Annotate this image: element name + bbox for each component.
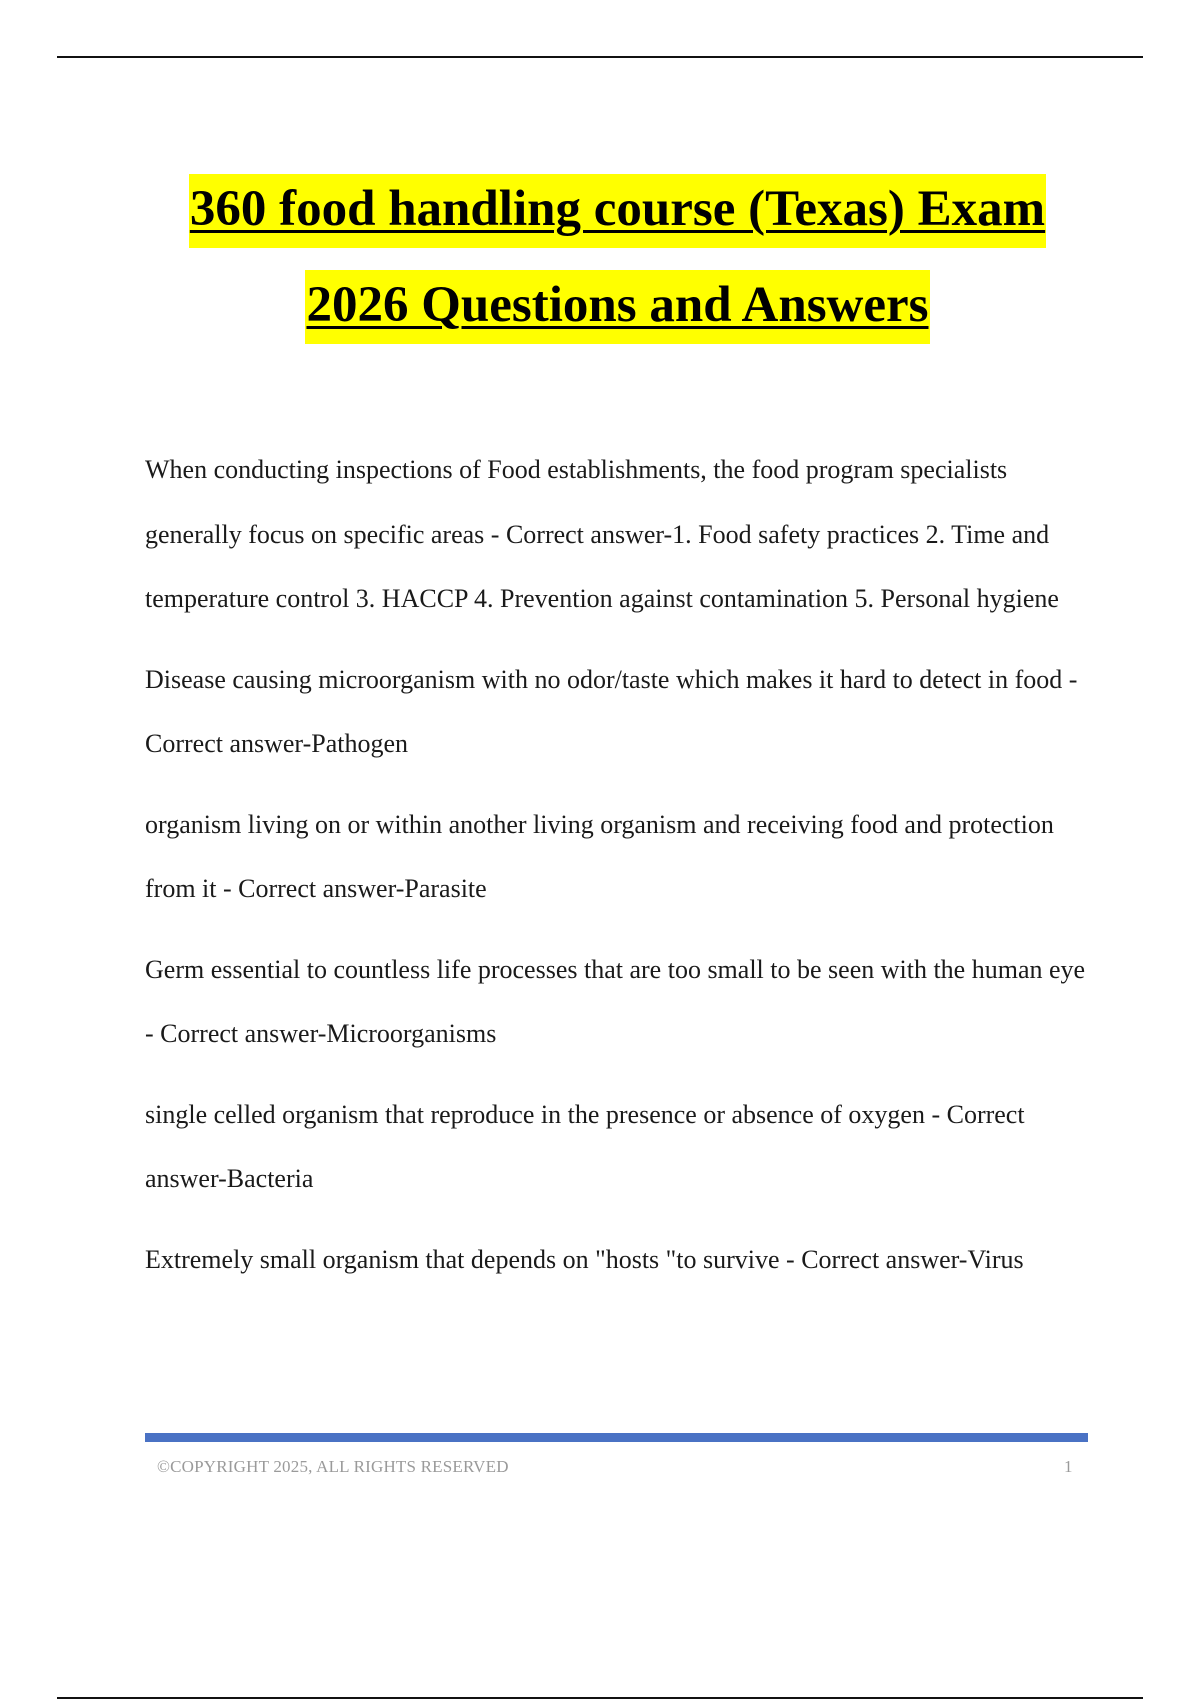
title-line-2: 2026 Questions and Answers xyxy=(305,270,929,344)
document-title xyxy=(100,174,1135,344)
qa-item-parasite: organism living on or within another living organism and receiving food and protection from it - Correct answer-Parasite xyxy=(145,809,1054,903)
footer-copyright: ©COPYRIGHT 2025, ALL RIGHTS RESERVED xyxy=(157,1457,509,1476)
qa-item-bacteria: single celled organism that reproduce in the presence or absence of oxygen - Correct answer-Bacteria xyxy=(145,1099,1025,1193)
title-spacer xyxy=(100,248,1135,270)
top-rule xyxy=(57,56,1143,58)
title-line-1: 360 food handling course (Texas) Exam xyxy=(189,174,1046,248)
qa-list xyxy=(145,438,1095,1308)
bottom-rule xyxy=(57,1697,1143,1699)
page-number: 1 xyxy=(1064,1457,1073,1476)
qa-item-microorganisms: Germ essential to countless life processes that are too small to be seen with the human eye - Correct answer-Microorganisms xyxy=(145,954,1086,1048)
qa-item-inspection-areas: When conducting inspections of Food establishments, the food program specialists generally focus on specific areas - Correct answer-1. Food safety practices 2. Time and temperature control 3. HACCP 4. Prevention against contamination 5. Personal hygiene xyxy=(145,455,1059,613)
footer-bar xyxy=(145,1433,1088,1442)
qa-item-pathogen: Disease causing microorganism with no odor/taste which makes it hard to detect in food - Correct answer-Pathogen xyxy=(145,664,1078,758)
qa-item-virus: Extremely small organism that depends on "hosts "to survive - Correct answer-Virus xyxy=(145,1244,1024,1274)
